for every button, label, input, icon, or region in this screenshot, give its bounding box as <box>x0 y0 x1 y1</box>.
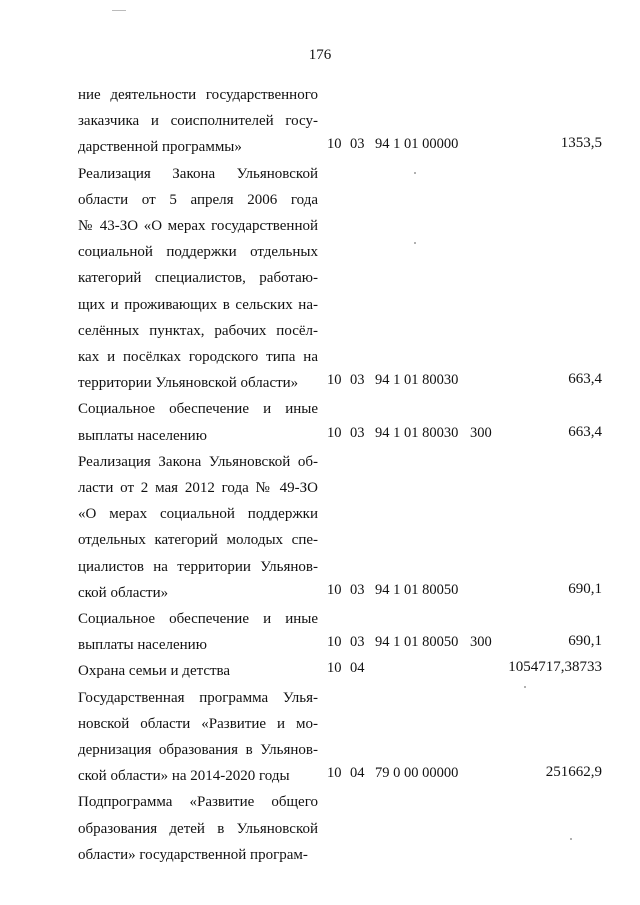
amount: 663,4 <box>568 371 602 388</box>
page-number: 176 <box>308 47 332 63</box>
target-article-code: 79 0 00 00000 <box>375 765 459 782</box>
description-line: ках и посёлках городского типа на <box>78 349 318 366</box>
description-line: Охрана семьи и детства <box>78 663 231 680</box>
description-line: территории Ульяновской области» <box>78 375 299 392</box>
description-line: заказчика и соисполнителей госу- <box>78 113 318 130</box>
target-article-code: 94 1 01 80030 <box>375 424 459 441</box>
description-line: № 43-ЗО «О мерах государственной <box>78 218 318 234</box>
scan-speck <box>570 838 572 840</box>
description-line: выплаты населению <box>78 427 207 444</box>
target-article-code: 94 1 01 80030 <box>375 372 459 389</box>
amount: 1353,5 <box>560 135 602 152</box>
subsection-code: 03 <box>350 372 365 389</box>
scan-speck <box>414 242 416 244</box>
scan-mark <box>112 10 126 11</box>
description-line: Социальное обеспечение и иные <box>78 611 318 627</box>
amount: 251662,9 <box>545 764 602 781</box>
amount: 690,1 <box>568 633 602 650</box>
row-description <box>78 82 318 161</box>
row-description <box>78 606 318 658</box>
description-line: ской области» <box>78 584 169 601</box>
description-line: Государственная программа Улья- <box>78 689 318 706</box>
amount: 1054717,38733 <box>508 659 602 676</box>
section-code: 10 <box>327 765 342 782</box>
description-line: отдельных категорий молодых спе- <box>78 532 318 549</box>
row-description <box>78 685 318 790</box>
description-line: выплаты населению <box>78 637 207 654</box>
subsection-code: 03 <box>350 581 365 598</box>
description-line: дернизация образования в Ульянов- <box>78 742 318 758</box>
amount: 690,1 <box>568 580 602 597</box>
target-article-code: 94 1 01 00000 <box>375 136 459 153</box>
description-line: щих и проживающих в сельских на- <box>78 296 318 313</box>
description-line: ние деятельности государственного <box>78 87 318 103</box>
description-line: дарственной программы» <box>78 139 242 156</box>
subsection-code: 04 <box>350 765 365 782</box>
row-description <box>78 789 318 868</box>
row-description <box>78 396 318 448</box>
subsection-code: 03 <box>350 424 365 441</box>
row-description <box>78 658 318 684</box>
section-code: 10 <box>327 581 342 598</box>
description-line: Социальное обеспечение и иные <box>78 401 318 418</box>
description-line: циалистов на территории Ульянов- <box>78 558 318 575</box>
description-line: «О мерах социальной поддержки <box>78 506 318 523</box>
description-line: социальной поддержки отдельных <box>78 244 318 261</box>
description-line: образования детей в Ульяновской <box>78 820 318 837</box>
section-code: 10 <box>327 136 342 153</box>
scan-speck <box>414 172 416 174</box>
scan-speck <box>524 686 526 688</box>
description-line: ласти от 2 мая 2012 года № 49-ЗО <box>78 480 318 496</box>
target-article-code: 94 1 01 80050 <box>375 634 459 651</box>
description-line: Реализация Закона Ульяновской об- <box>78 453 318 470</box>
expense-type-code: 300 <box>470 634 492 651</box>
row-description <box>78 161 318 397</box>
description-line: Подпрограмма «Развитие общего <box>78 794 318 811</box>
description-line: области от 5 апреля 2006 года <box>78 191 318 208</box>
description-line: области» государственной програм- <box>78 846 308 863</box>
description-line: Реализация Закона Ульяновской <box>78 165 318 182</box>
description-line: новской области «Развитие и мо- <box>78 715 318 732</box>
target-article-code: 94 1 01 80050 <box>375 581 459 598</box>
section-code: 10 <box>327 372 342 389</box>
subsection-code: 03 <box>350 634 365 651</box>
description-line: ской области» на 2014-2020 годы <box>78 768 290 785</box>
subsection-code: 04 <box>350 660 365 677</box>
section-code: 10 <box>327 634 342 651</box>
expense-type-code: 300 <box>470 424 492 441</box>
section-code: 10 <box>327 660 342 677</box>
description-line: категорий специалистов, работаю- <box>78 270 318 287</box>
row-description <box>78 449 318 606</box>
amount: 663,4 <box>568 423 602 440</box>
subsection-code: 03 <box>350 136 365 153</box>
section-code: 10 <box>327 424 342 441</box>
description-line: селённых пунктах, рабочих посёл- <box>78 322 318 339</box>
